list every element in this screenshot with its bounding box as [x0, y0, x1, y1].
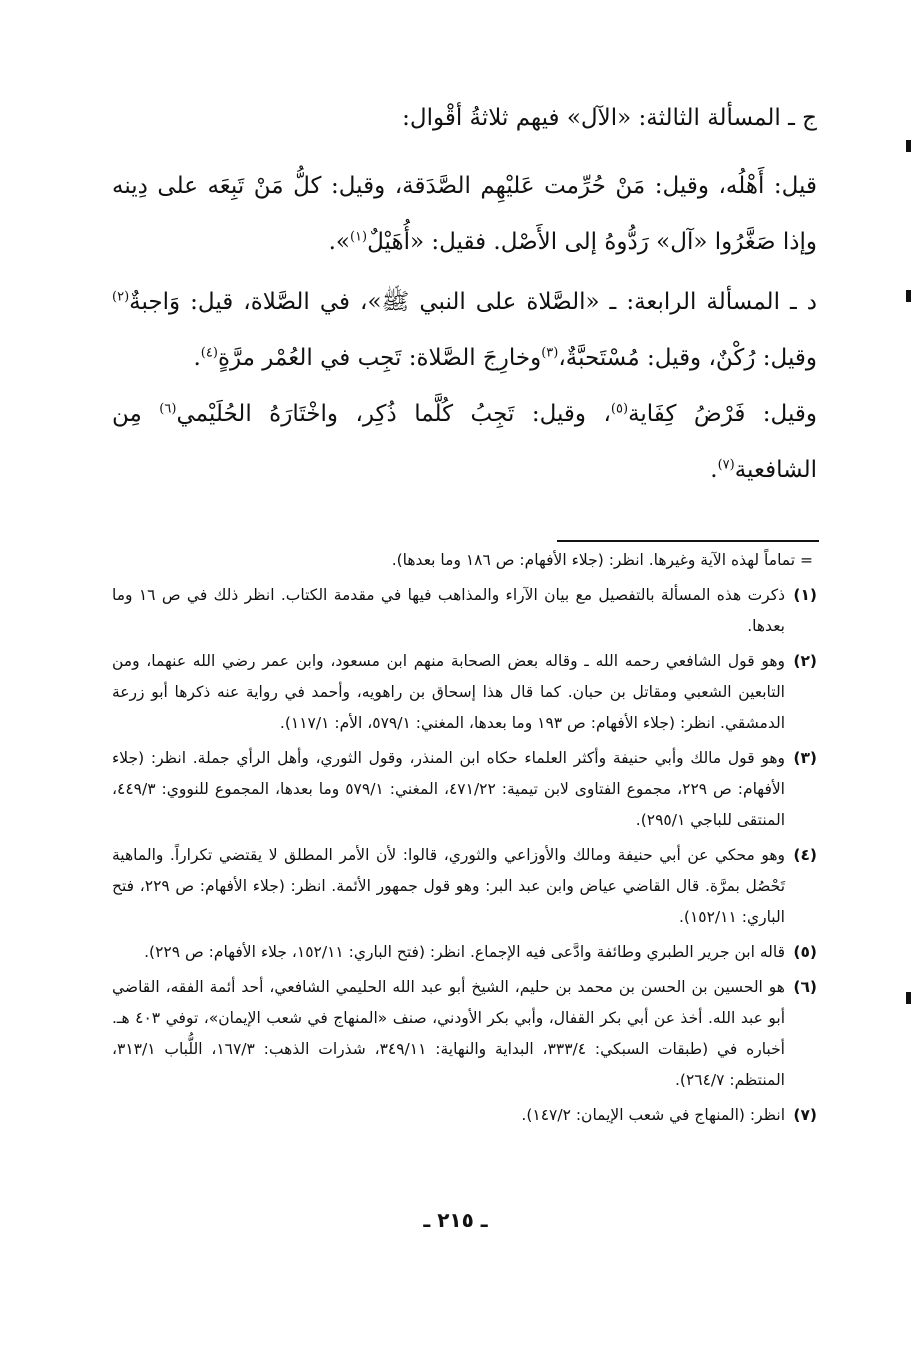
footnote-text: وهو قول مالك وأبي حنيفة وأكثر العلماء حكاه ابن المنذر، وقول الثوري، وأهل الرأي جملة. انظر: (جلاء الأفهام: ص ٢٢٩، مجموع الفتاوى لابن تيمية: ٤٧١/٢٢، المغني: ٥٧٩/١ وما بعدها، المجموع للنووي: ٤٤٩/٣، المنتقى للباجي ٢٩٥/١).: [112, 749, 785, 829]
heading-question-c: ج ـ المسألة الثالثة: «الآل» فيهم ثلاثةُ أقْوال:: [402, 105, 817, 131]
footnote-text: قاله ابن جرير الطبري وطائفة وادَّعى فيه الإجماع. انظر: (فتح الباري: ١٥٢/١١، جلاء الأفهام: ص ٢٢٩).: [144, 943, 785, 961]
footnote-ref-7[interactable]: (٧): [717, 457, 735, 473]
paragraph-c-end: ».: [328, 229, 350, 255]
paragraph-e-text-4: .: [710, 457, 718, 483]
paragraph-c: [112, 158, 817, 270]
footnote-ref-6[interactable]: (٦): [159, 401, 177, 417]
footnote-7: [112, 1100, 817, 1131]
footnote-4: [112, 840, 817, 933]
footnote-text: ذكرت هذه المسألة بالتفصيل مع بيان الآراء والمذاهب فيها في مقدمة الكتاب. انظر ذلك في ص ١٦ وما بعدها.: [112, 586, 785, 635]
paragraph-e-text-1: وقيل: فَرْضُ كِفَاية: [628, 401, 818, 427]
paragraph-e: [112, 386, 817, 498]
footnote-number: (٣): [793, 749, 817, 767]
footnote-number: (٢): [793, 652, 817, 670]
footnote-number: (٤): [793, 846, 817, 864]
paragraph-e-text-3: مِن الشافعية: [112, 401, 817, 483]
footnote-number: (٥): [793, 943, 817, 961]
footnote-text: انظر: (المنهاج في شعب الإيمان: ١٤٧/٢).: [521, 1106, 785, 1124]
paragraph-c-text: قيل: أَهْلُه، وقيل: مَنْ حُرِّمت عَليْهِم الصَّدَقة، وقيل: كلُّ مَنْ تَبِعَه على دِينه وإذا صَغَّرُوا «آل» رَدُّوهُ إلى الأَصْل. فقيل: «أُهَيْلٌ: [112, 173, 817, 255]
footnote-text: وهو قول الشافعي رحمه الله ـ وقاله بعض الصحابة منهم ابن مسعود، وابن عمر رضي الله عنهما، ومن التابعين الشعبي ومقاتل بن حبان. كما قال هذا إسحاق بن راهويه، وأحمد في رواية عنه ذكرها أبو زرعة الدمشقي. انظر: (جلاء الأفهام: ص ١٩٣ وما بعدها، المغني: ٥٧٩/١، الأم: ١١٧/١).: [112, 652, 785, 732]
footnote-text: وهو محكي عن أبي حنيفة ومالك والأوزاعي والثوري، قالوا: لأن الأمر المطلق لا يقتضي تكراراً. والماهية تَحْصُل بمرَّة. قال القاضي عياض وابن عبد البر: وهو قول جمهور الأئمة. انظر: (جلاء الأفهام: ص ٢٢٩، فتح الباري: ١٥٢/١١).: [112, 846, 786, 926]
footnote-number: (٧): [793, 1106, 817, 1124]
paragraph-d-text-1: د ـ المسألة الرابعة: ـ «الصَّلاة على النبي ﷺ»، في الصَّلاة، قيل: وَاجبةٌ: [129, 289, 817, 315]
footnote-1: [112, 580, 817, 642]
footnote-5: [112, 937, 817, 968]
footnote-ref-2[interactable]: (٢): [112, 289, 130, 305]
footnote-separator: [557, 540, 819, 542]
paragraph-d-text-4: .: [193, 345, 201, 371]
paragraph-d: [112, 274, 817, 386]
footnote-number: (٦): [793, 978, 817, 996]
footnote-ref-3[interactable]: (٣): [541, 345, 559, 361]
paragraph-d-text-2: وقيل: رُكْنٌ، وقيل: مُسْتَحبَّةٌ،: [558, 345, 817, 371]
paragraph-d-text-3: وخارِجَ الصَّلاة: تَجِب في العُمْر مرَّةٍ: [217, 345, 542, 371]
scan-edge-mark: [906, 992, 911, 1004]
footnote-ref-4[interactable]: (٤): [200, 345, 218, 361]
footnote-2: [112, 646, 817, 739]
scan-edge-mark: [906, 290, 911, 302]
paragraph-e-text-2: ، وقيل: تَجِبُ كُلَّما ذُكِر، واخْتَارَهُ الحُلَيْمي: [176, 401, 611, 427]
footnote-text: هو الحسين بن الحسن بن محمد بن حليم، الشيخ أبو عبد الله الحليمي الشافعي، أحد أئمة الفقه، القاضي أبو عبد الله. أخذ عن أبي بكر القفال، وأبي بكر الأودني، صنف «المنهاج في شعب الإيمان»، توفي ٤٠٣ هـ. أخباره في (طبقات السبكي: ٣٣٣/٤، البداية والنهاية: ٣٤٩/١١، شذرات الذهب: ١٦٧/٣، اللُّباب ٣١٣/١، المنتظم: ٢٦٤/٧).: [112, 978, 785, 1089]
footnotes-section: [112, 545, 817, 1135]
footnote-6: [112, 972, 817, 1096]
page-number: ـ ٢١٥ ـ: [423, 1208, 488, 1232]
footnote-ref-1[interactable]: (١): [349, 229, 368, 245]
footnote-number: (١): [793, 586, 817, 604]
scan-edge-mark: [906, 140, 911, 152]
footnote-ref-5[interactable]: (٥): [610, 401, 629, 417]
footnote-3: [112, 743, 817, 836]
footnote-continuation: = تماماً لهذه الآية وغيرها. انظر: (جلاء الأفهام: ص ١٨٦ وما بعدها).: [391, 551, 813, 569]
